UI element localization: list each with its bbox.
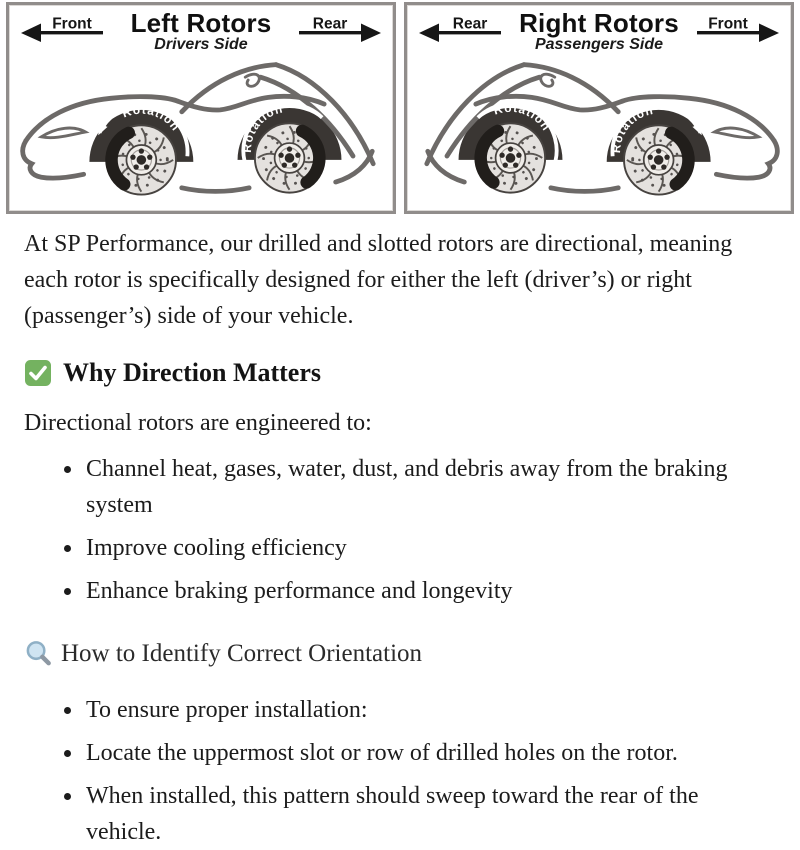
rotor-direction-diagram (0, 0, 800, 214)
right-car-illustration (407, 56, 791, 208)
rear-label: Rear (452, 15, 488, 33)
left-car-illustration (9, 56, 393, 208)
left-panel-header (9, 5, 393, 54)
bullet-item: • When installed, this pattern should sweep toward the rear of the vehicle. (84, 778, 766, 850)
rotation-label: Rotation (608, 103, 655, 154)
check-mark-icon (24, 359, 52, 387)
panel-subtitle: Passengers Side (534, 36, 664, 54)
panel-subtitle: Drivers Side (154, 36, 248, 54)
bullet-item: • Improve cooling efficiency (84, 530, 766, 566)
left-panel-titles (121, 10, 281, 54)
rear-label: Rear (312, 15, 348, 33)
bullet-item: • Channel heat, gases, water, dust, and debris away from the braking system (84, 451, 766, 523)
why-bullet-list (24, 451, 766, 609)
intro-paragraph: At SP Performance, our drilled and slotted rotors are directional, meaning each rotor is specifically designed for either the left (driver’s) or right (passenger’s) side of your vehicle. (24, 231, 733, 329)
magnifying-glass-icon (24, 639, 53, 668)
front-label: Front (708, 15, 748, 33)
front-direction-arrow-left (17, 13, 121, 43)
left-rotors-panel (6, 2, 396, 214)
car-silhouette (23, 65, 374, 195)
arrow-right-icon (759, 24, 779, 43)
bullet-item: • Enhance braking performance and longevity (84, 573, 766, 609)
section-heading-why-direction-matters (24, 358, 766, 388)
front-label: Front (52, 15, 92, 33)
arrow-right-icon (361, 24, 381, 43)
rotation-label: Rotation (120, 102, 184, 134)
rear-direction-arrow-left (415, 13, 519, 43)
right-panel-titles (519, 10, 679, 54)
rotation-label: Rotation (491, 100, 554, 134)
rear-direction-arrow-right (281, 13, 385, 43)
car-silhouette-mirrored (427, 65, 778, 195)
heading-text: Why Direction Matters (63, 358, 322, 387)
article-content (0, 226, 800, 850)
panel-title: Left Rotors (130, 8, 272, 38)
bullet-item: • Locate the uppermost slot or row of drilled holes on the rotor. (84, 735, 766, 771)
right-rotors-panel (404, 2, 794, 214)
section-heading-identify-orientation (24, 639, 766, 668)
rotation-label: Rotation (239, 101, 285, 154)
lead-sentence: Directional rotors are engineered to: (24, 410, 372, 436)
front-direction-arrow-right (679, 13, 783, 43)
heading-text: How to Identify Correct Orientation (61, 639, 423, 667)
panel-title: Right Rotors (519, 8, 679, 38)
right-panel-header (407, 5, 791, 54)
arrow-left-icon (419, 24, 439, 43)
bullet-item: • To ensure proper installation: (84, 692, 766, 728)
identify-bullet-list (24, 692, 766, 850)
arrow-left-icon (21, 24, 41, 43)
